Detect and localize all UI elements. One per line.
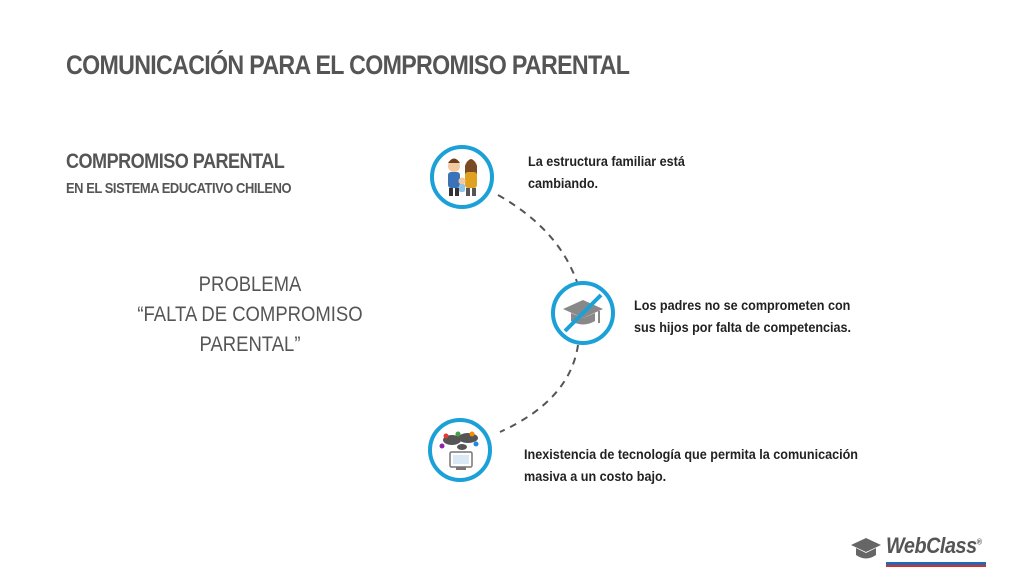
no-graduation-cap-icon — [551, 281, 615, 345]
family-icon — [430, 145, 494, 209]
item-technology-line-2: masiva a un costo bajo. — [524, 468, 667, 484]
problem-line-2: “FALTA DE COMPROMISO — [137, 303, 363, 326]
webclass-logo-text — [886, 533, 982, 559]
problem-line-3: PARENTAL” — [199, 333, 301, 356]
webclass-logo-name: WebClass — [886, 533, 977, 558]
item-competencies-line-2: sus hijos por falta de competencias. — [634, 319, 852, 335]
problem-line-1: PROBLEMA — [198, 273, 302, 296]
item-technology-line-1: Inexistencia de tecnología que permita la comunicación — [524, 446, 858, 462]
logo-underline-red — [886, 565, 986, 567]
webclass-logo-icon — [850, 535, 882, 563]
item-family-line-1: La estructura familiar está — [528, 153, 685, 169]
subtitle-secondary: EN EL SISTEMA EDUCATIVO CHILENO — [66, 180, 292, 197]
item-competencies — [634, 294, 851, 338]
registered-mark: ® — [976, 537, 982, 547]
item-family-line-2: cambiando. — [528, 175, 599, 191]
item-technology — [524, 443, 858, 487]
slide-title: COMUNICACIÓN PARA EL COMPROMISO PARENTAL — [66, 50, 630, 80]
item-competencies-line-1: Los padres no se comprometen con — [634, 297, 851, 313]
global-network-icon — [428, 418, 492, 482]
item-family — [528, 150, 685, 194]
subtitle-main: COMPROMISO PARENTAL — [66, 150, 285, 173]
